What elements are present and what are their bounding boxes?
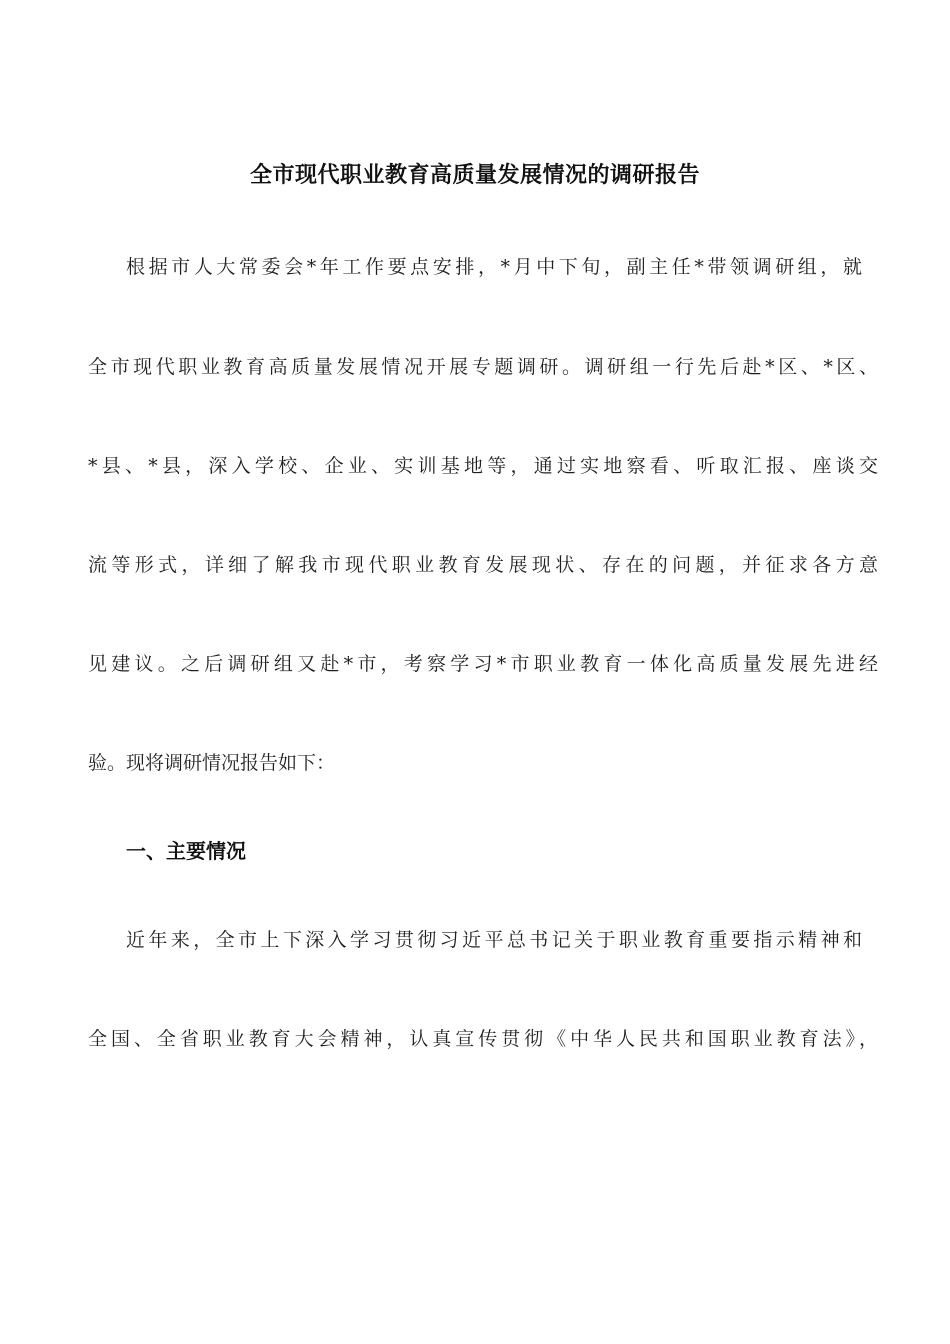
paragraph-1-line-1: 根据市人大常委会*年工作要点安排，*月中下旬，副主任*带领调研组，就 <box>126 256 862 278</box>
paragraph-1-line-2: 全市现代职业教育高质量发展情况开展专题调研。调研组一行先后赴*区、*区、 <box>88 356 878 378</box>
document-title: 全市现代职业教育高质量发展情况的调研报告 <box>249 162 700 188</box>
paragraph-1-line-6: 验。现将调研情况报告如下： <box>88 752 336 774</box>
paragraph-2-line-1: 近年来，全市上下深入学习贯彻习近平总书记关于职业教育重要指示精神和 <box>126 929 862 951</box>
paragraph-1-line-4: 流等形式，详细了解我市现代职业教育发展现状、存在的问题，并征求各方意 <box>88 554 878 576</box>
paragraph-1-line-5: 见建议。之后调研组又赴*市，考察学习*市职业教育一体化高质量发展先进经 <box>88 653 878 675</box>
paragraph-2-line-2: 全国、全省职业教育大会精神，认真宣传贯彻《中华人民共和国职业教育法》， <box>88 1028 878 1050</box>
paragraph-1-line-3: *县、*县，深入学校、企业、实训基地等，通过实地察看、听取汇报、座谈交 <box>88 455 878 477</box>
section-heading-1: 一、主要情况 <box>126 839 246 863</box>
